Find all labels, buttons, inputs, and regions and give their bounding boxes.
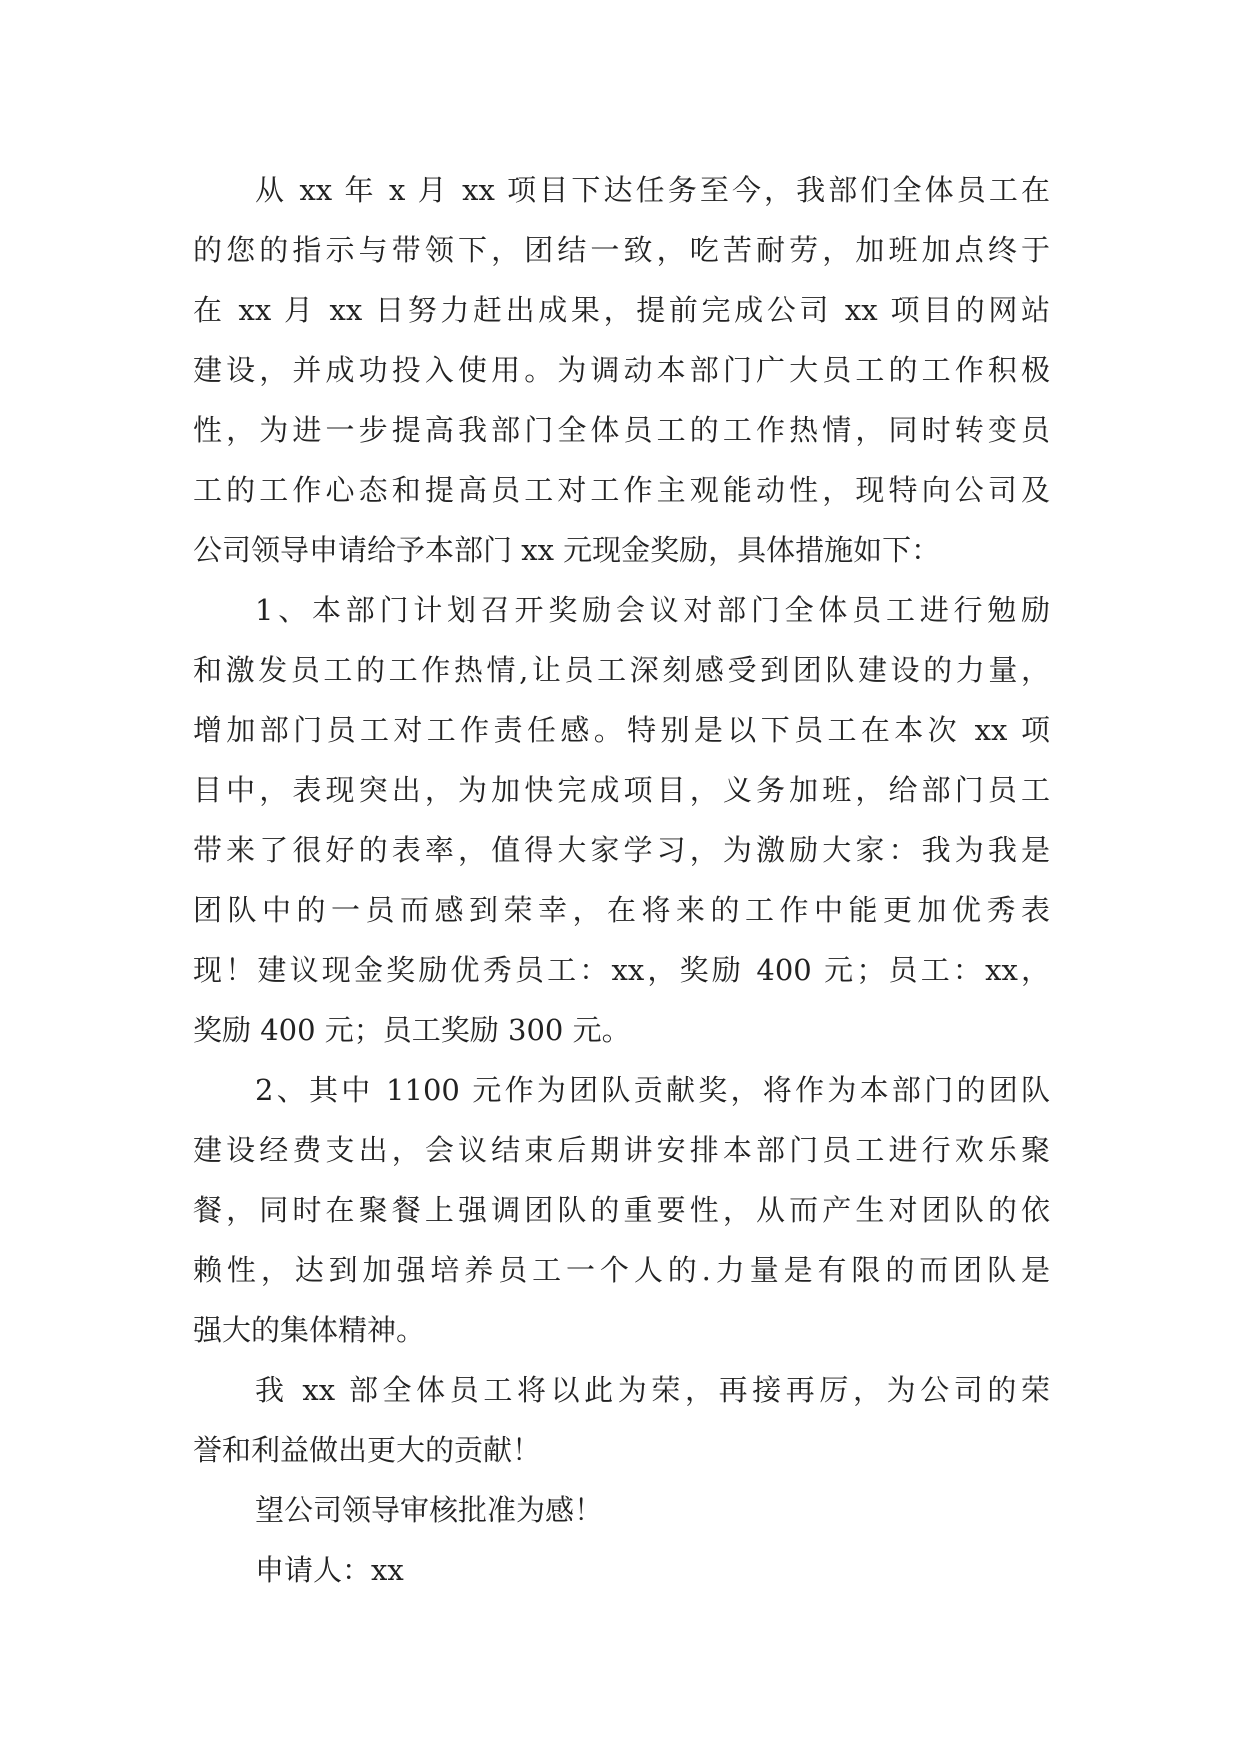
paragraph-measure-2 [193, 1060, 1050, 1360]
text-line: 1、本部门计划召开奖励会议对部门全体员工进行勉励 [255, 593, 1050, 627]
text-line: 性，为进一步提高我部门全体员工的工作热情，同时转变员 [193, 413, 1050, 447]
text-line: 目中，表现突出，为加快完成项目，义务加班，给部门员工 [193, 773, 1050, 807]
text-line: 公司领导申请给予本部门 xx 元现金奖励，具体措施如下： [193, 533, 941, 567]
text-line: 望公司领导审核批准为感！ [255, 1493, 604, 1527]
text-line: 工的工作心态和提高员工对工作主观能动性，现特向公司及 [193, 473, 1050, 507]
text-line: 我 xx 部全体员工将以此为荣，再接再厉，为公司的荣 [255, 1373, 1050, 1407]
text-line: 和激发员工的工作热情,让员工深刻感受到团队建设的力量， [193, 653, 1050, 687]
text-line: 团队中的一员而感到荣幸，在将来的工作中能更加优秀表 [193, 893, 1050, 927]
text-line: 增加部门员工对工作责任感。特别是以下员工在本次 xx 项 [193, 713, 1050, 747]
text-line: 赖性，达到加强培养员工一个人的.力量是有限的而团队是 [193, 1253, 1050, 1287]
applicant-signature [193, 1540, 1050, 1600]
paragraph-measure-1 [193, 580, 1050, 1060]
text-line: 的您的指示与带领下，团结一致，吃苦耐劳，加班加点终于 [193, 233, 1050, 267]
text-line: 带来了很好的表率，值得大家学习，为激励大家：我为我是 [193, 833, 1050, 867]
text-line: 奖励 400 元；员工奖励 300 元。 [193, 1013, 631, 1047]
text-line: 从 xx 年 x 月 xx 项目下达任务至今，我部们全体员工在 [255, 173, 1050, 207]
text-line: 在 xx 月 xx 日努力赶出成果，提前完成公司 xx 项目的网站 [193, 293, 1050, 327]
document-body [193, 160, 1050, 1600]
text-line: 餐，同时在聚餐上强调团队的重要性，从而产生对团队的依 [193, 1193, 1050, 1227]
text-line: 誉和利益做出更大的贡献！ [193, 1433, 542, 1467]
text-line: 2、其中 1100 元作为团队贡献奖，将作为本部门的团队 [255, 1073, 1050, 1107]
applicant-line: 申请人：xx [255, 1553, 404, 1587]
text-line: 强大的集体精神。 [193, 1313, 426, 1347]
text-line: 建设经费支出，会议结束后期讲安排本部门员工进行欢乐聚 [193, 1133, 1050, 1167]
text-line: 建设，并成功投入使用。为调动本部门广大员工的工作积极 [193, 353, 1050, 387]
paragraph-request [193, 1480, 1050, 1540]
paragraph-intro [193, 160, 1050, 580]
paragraph-closing [193, 1360, 1050, 1480]
text-line: 现！建议现金奖励优秀员工：xx，奖励 400 元；员工：xx， [193, 953, 1050, 987]
